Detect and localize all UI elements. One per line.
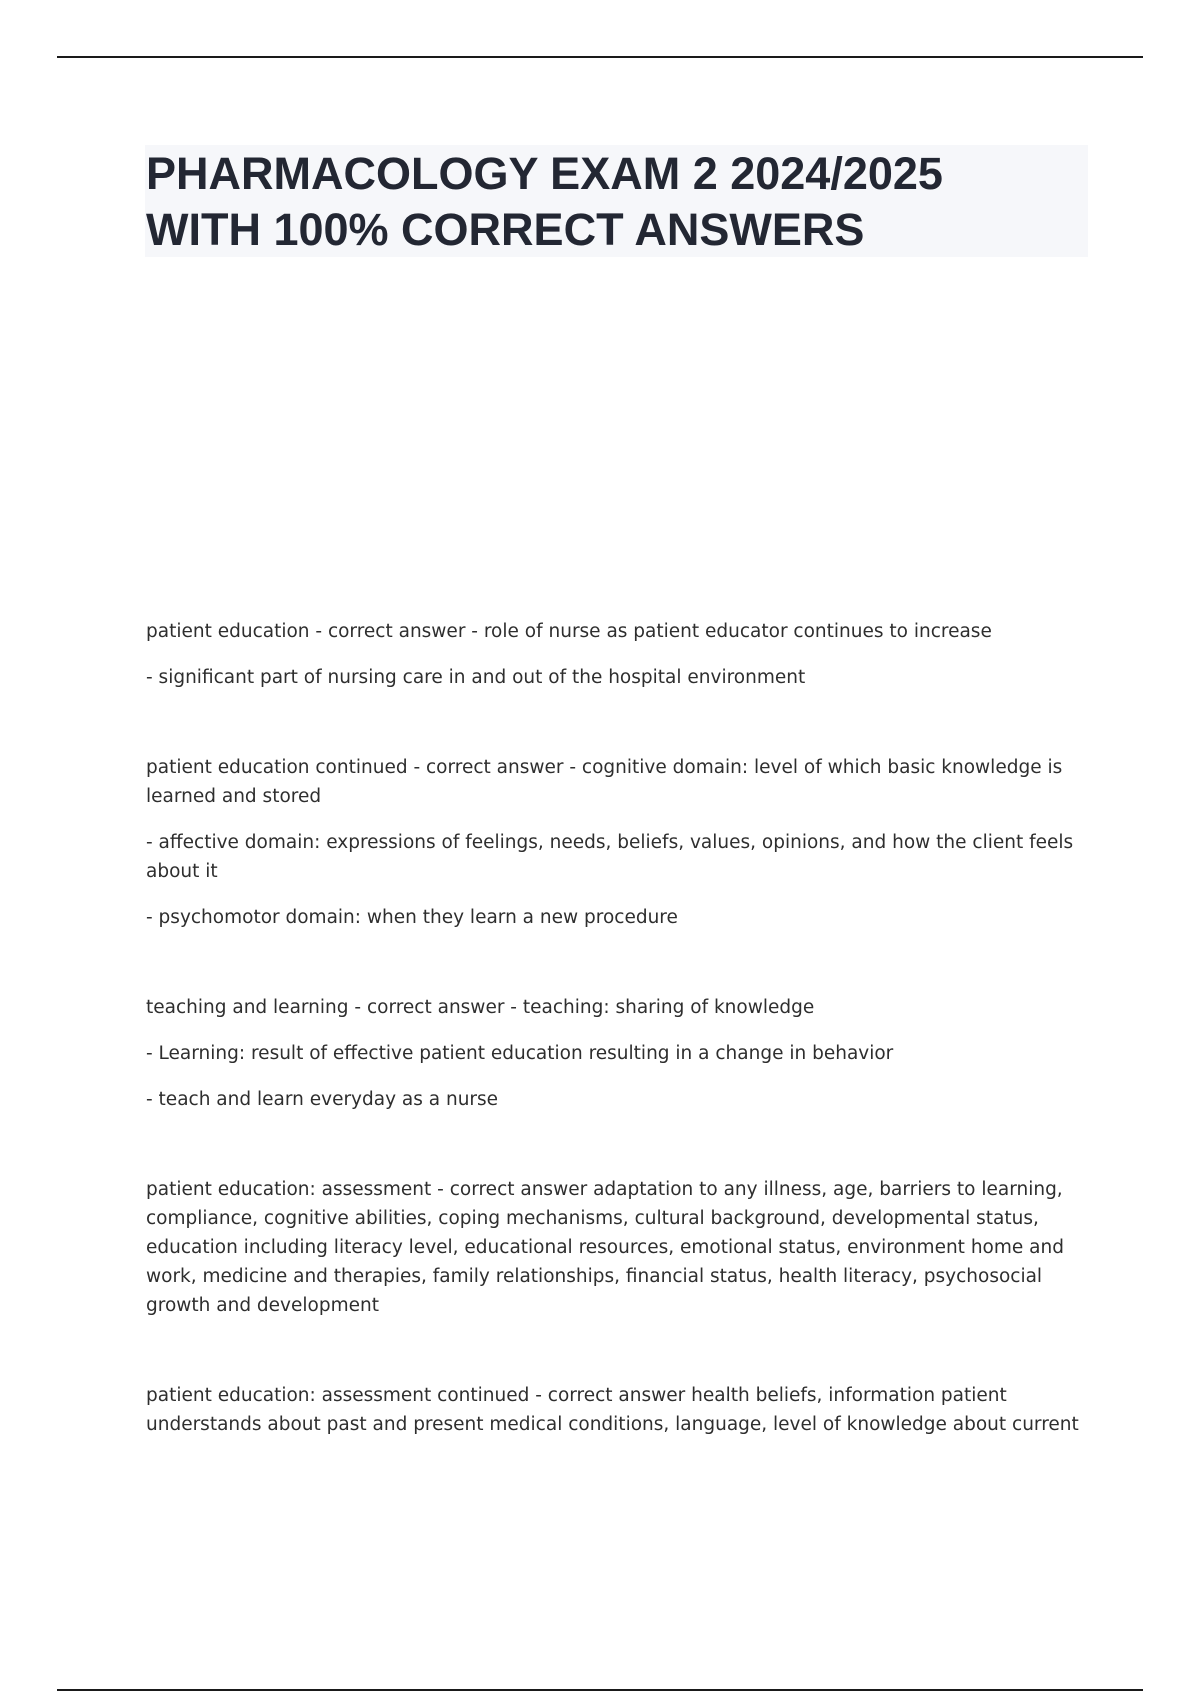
entry-line: - significant part of nursing care in and out of the hospital environment xyxy=(146,667,806,688)
entry-assessment-continued xyxy=(146,1381,1086,1439)
entry-line: patient education continued - correct answer - cognitive domain: level of which basic knowledge is learned and stored xyxy=(146,757,1063,807)
entry-assessment xyxy=(146,1175,1086,1320)
entry-line: patient education - correct answer - role of nurse as patient educator continues to increase xyxy=(146,621,992,642)
entry-line: patient education: assessment continued - correct answer health beliefs, information patient understands about past and present medical conditions, language, level of knowledge about current xyxy=(146,1385,1079,1435)
entry-line: teaching and learning - correct answer - teaching: sharing of knowledge xyxy=(146,997,815,1018)
entry-line: - affective domain: expressions of feelings, needs, beliefs, values, opinions, and how the client feels about it xyxy=(146,832,1074,882)
entry-line: - psychomotor domain: when they learn a new procedure xyxy=(146,907,678,928)
title-line-2: WITH 100% CORRECT ANSWERS xyxy=(146,204,865,255)
entry-patient-education xyxy=(146,617,1086,692)
document-body xyxy=(146,617,1086,1439)
top-rule xyxy=(57,56,1143,58)
document-title xyxy=(146,146,943,258)
entry-patient-education-continued xyxy=(146,753,1086,932)
entry-line: patient education: assessment - correct answer adaptation to any illness, age, barriers to learning, compliance, cognitive abilities, coping mechanisms, cultural background, developmental status, education including literacy level, educational resources, emotional status, environment home and work, medicine and therapies, family relationships, financial status, health literacy, psychosocial growth and development xyxy=(146,1179,1064,1316)
entry-line: - teach and learn everyday as a nurse xyxy=(146,1089,499,1110)
title-line-1: PHARMACOLOGY EXAM 2 2024/2025 xyxy=(146,148,943,199)
bottom-rule xyxy=(57,1689,1143,1691)
entry-teaching-and-learning xyxy=(146,993,1086,1114)
entry-line: - Learning: result of effective patient education resulting in a change in behavior xyxy=(146,1043,894,1064)
